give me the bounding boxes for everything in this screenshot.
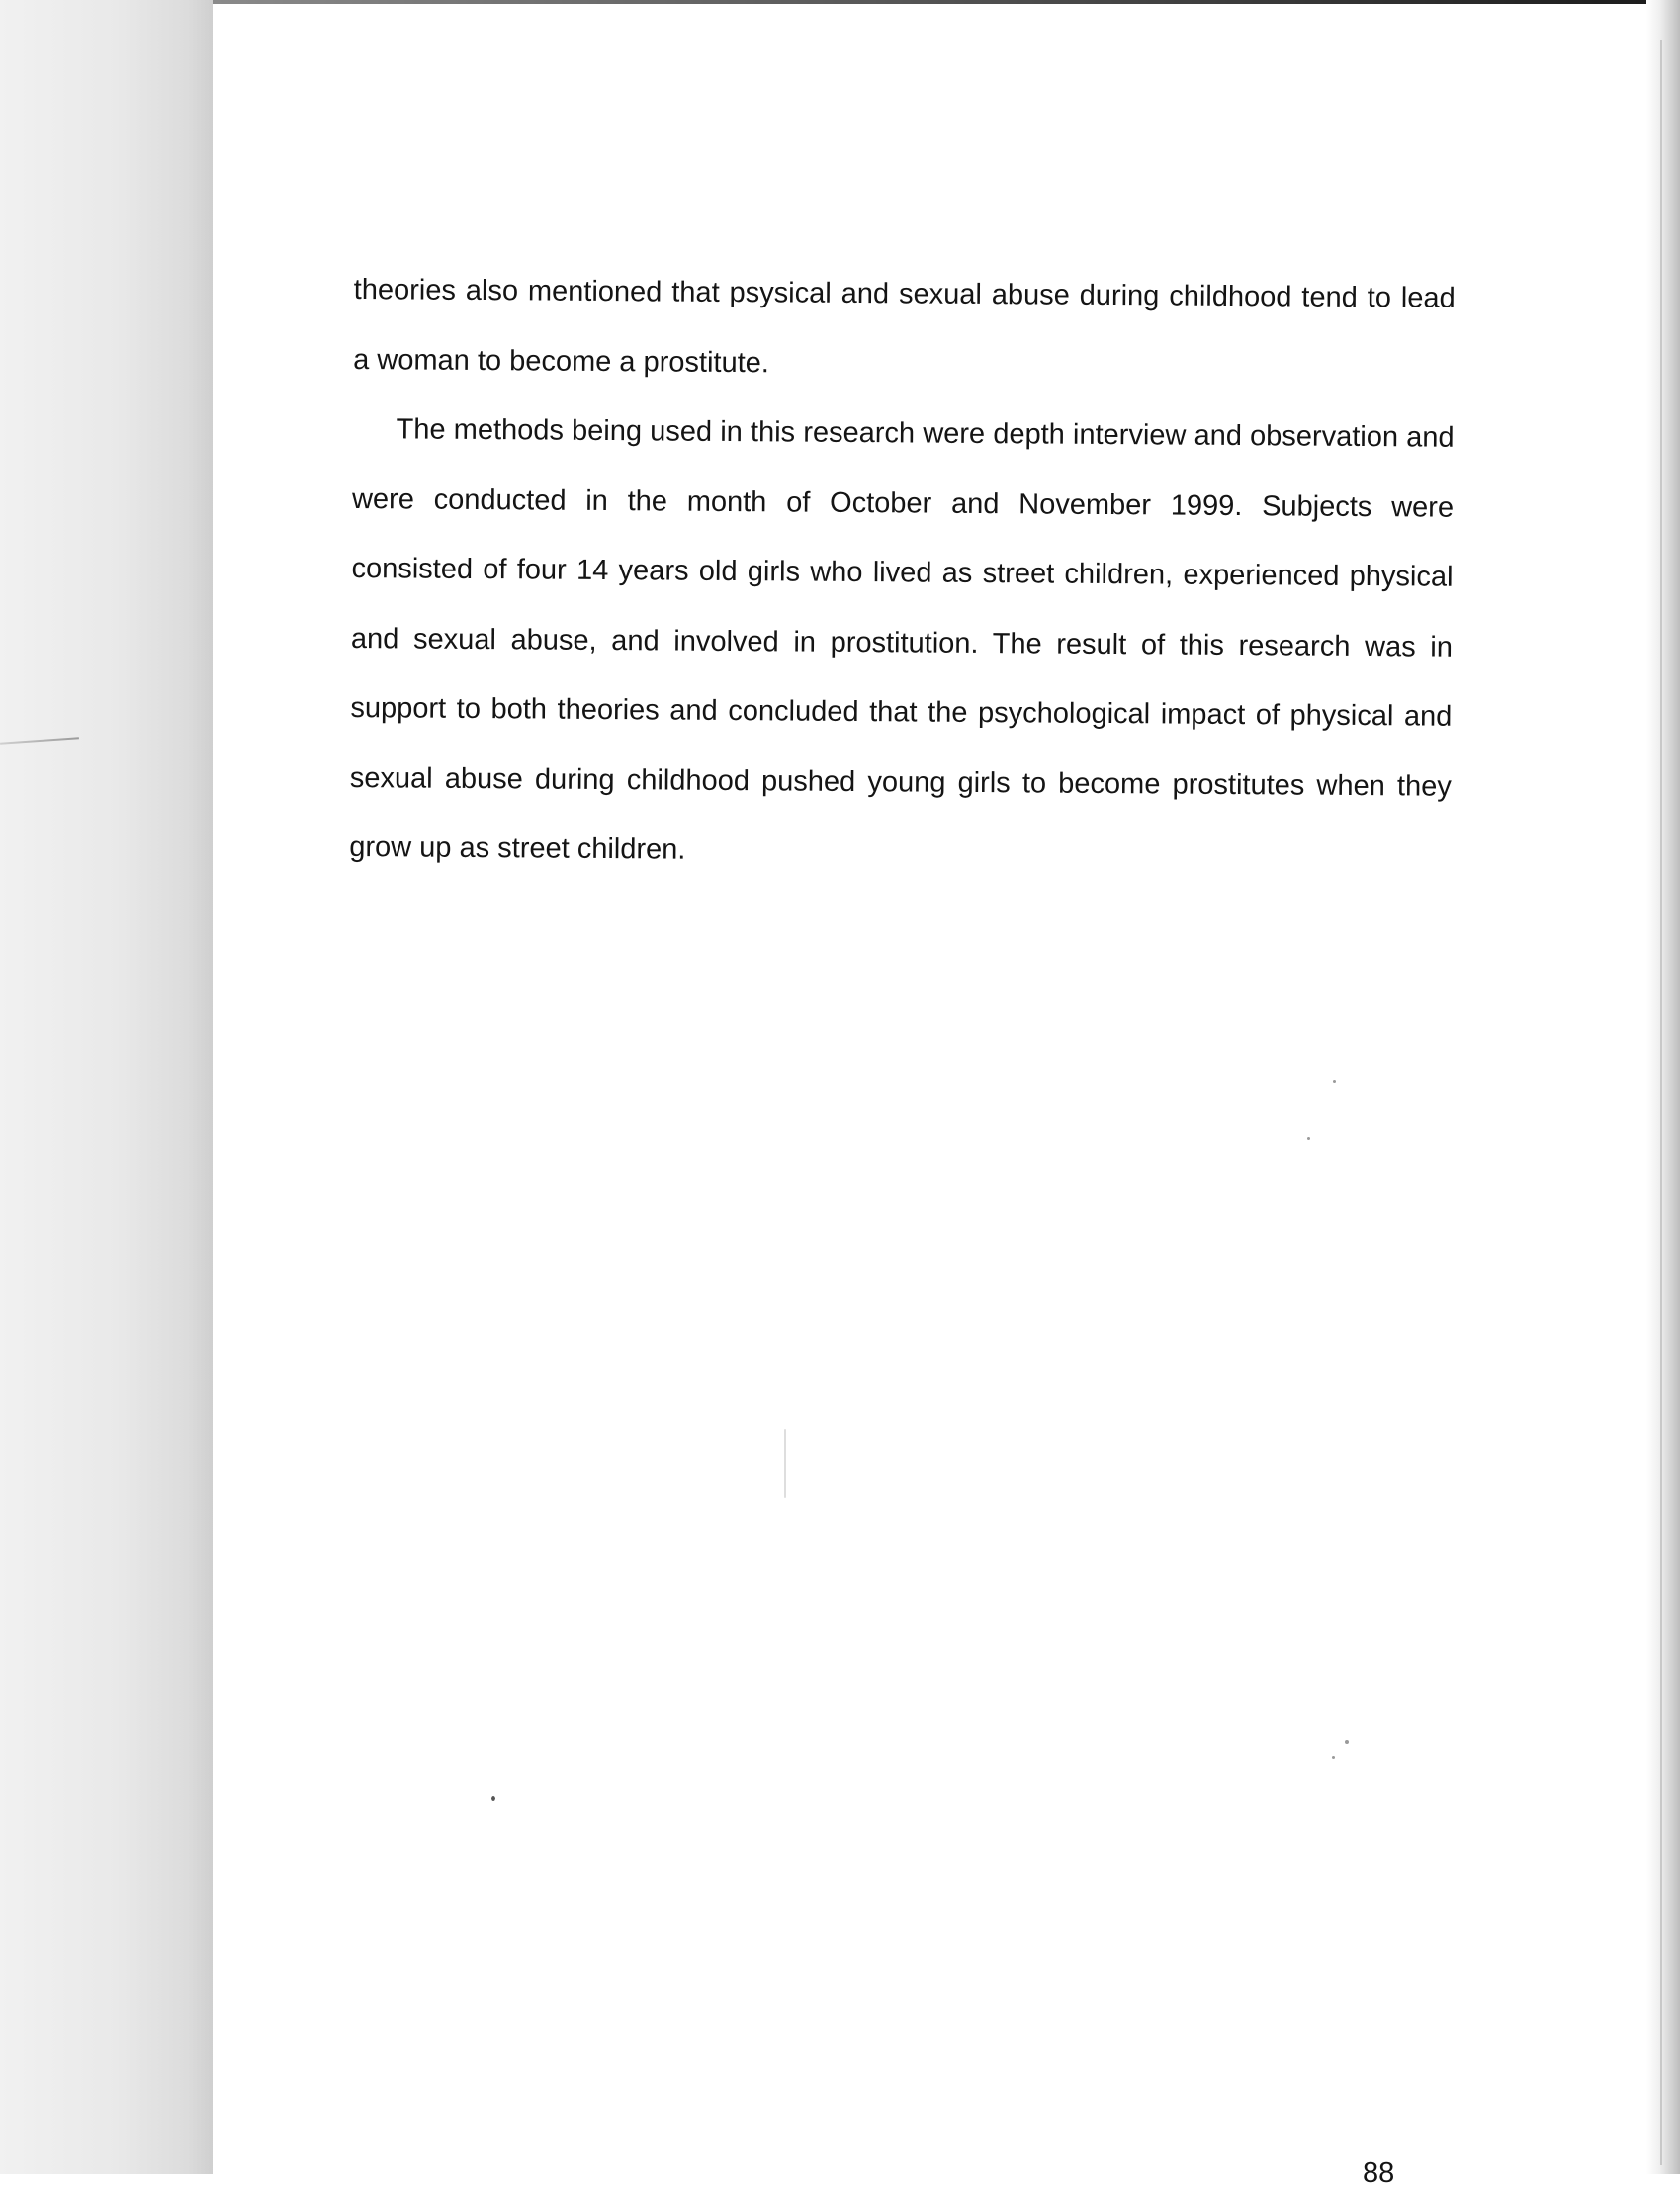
page-top-edge <box>213 0 1680 4</box>
paragraph-1: theories also mentioned that psysical and sexual abuse during childhood tend to lead a woman to become a prostitute. <box>353 273 1456 379</box>
scan-speck <box>491 1796 495 1801</box>
scan-speck <box>1333 1080 1336 1083</box>
body-text <box>349 255 1456 891</box>
scan-speck <box>1307 1137 1310 1140</box>
page-number: 88 <box>1363 2157 1395 2189</box>
page-right-edge <box>1646 0 1680 2174</box>
scan-speck <box>1345 1740 1349 1744</box>
page-right-edge-line <box>1660 40 1662 2165</box>
book-spine-shadow <box>0 0 213 2174</box>
scan-speck <box>784 1429 786 1498</box>
scan-speck <box>1332 1756 1335 1759</box>
paragraph-2: The methods being used in this research were depth interview and observation and were conducted in the month of October and November 1999. Subjects were consisted of four 14 years old girls who lived as street children, experienced physical and sexual abuse, and involved in prostitution. The result of this research was in support to both theories and concluded that the psychological impact of physical and sexual abuse during childhood pushed young girls to become prostitutes when they grow up as street children. <box>349 413 1455 866</box>
